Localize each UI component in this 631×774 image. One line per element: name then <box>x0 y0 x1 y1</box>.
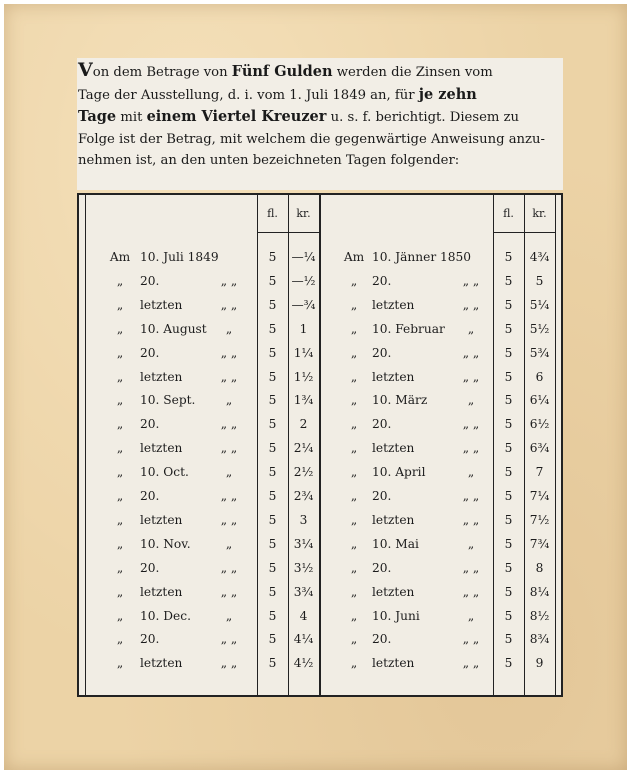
row-kreuzer: 2¼ <box>293 441 314 456</box>
row-prefix: „ <box>116 512 124 527</box>
row-prefix: „ <box>116 632 124 647</box>
row-kreuzer: 9 <box>535 656 544 671</box>
table-row <box>79 558 561 578</box>
row-date: letzten <box>372 512 415 527</box>
row-gulden: 5 <box>504 560 513 575</box>
row-date: 20. <box>372 345 392 360</box>
row-ditto-marks: „ „ <box>220 560 238 575</box>
table-row <box>79 295 561 315</box>
header-rule-left <box>257 232 319 233</box>
row-prefix: „ <box>350 512 358 527</box>
row-date: 10. März <box>372 393 428 408</box>
row-gulden: 5 <box>504 656 513 671</box>
row-kreuzer: 5¾ <box>529 345 550 360</box>
row-kreuzer: 4¾ <box>529 250 550 264</box>
row-gulden: 5 <box>504 417 513 432</box>
table-row <box>79 582 561 602</box>
row-date: 10. Oct. <box>140 465 189 480</box>
row-gulden: 5 <box>268 584 277 599</box>
row-ditto-marks: „ <box>467 536 475 551</box>
row-date: letzten <box>140 297 183 312</box>
row-date: 20. <box>372 489 392 503</box>
row-date: letzten <box>372 584 415 599</box>
row-kreuzer: 7¾ <box>529 536 550 551</box>
intro-line-1: Von dem Betrage von Fünf Gulden werden die Zinsen vom <box>78 59 493 81</box>
row-gulden: 5 <box>268 512 277 527</box>
row-prefix: „ <box>116 369 124 384</box>
row-date: letzten <box>372 441 415 456</box>
row-gulden: 5 <box>268 297 277 312</box>
intro-line-4: Folge ist der Betrag, mit welchem die gegenwärtige Anweisung anzu- <box>78 131 545 147</box>
row-kreuzer: 1¾ <box>293 393 314 408</box>
row-kreuzer: 1 <box>299 321 308 336</box>
row-date: letzten <box>140 441 183 456</box>
row-gulden: 5 <box>268 656 277 671</box>
row-kreuzer: 6¼ <box>529 393 550 408</box>
header-rule-right <box>493 232 555 233</box>
row-ditto-marks: „ <box>225 393 233 408</box>
row-prefix: „ <box>350 441 358 456</box>
row-gulden: 5 <box>504 512 513 527</box>
row-gulden: 5 <box>268 393 277 408</box>
row-ditto-marks: „ <box>467 393 475 408</box>
row-date: letzten <box>140 656 183 671</box>
row-prefix: „ <box>350 345 358 360</box>
row-kreuzer: 3 <box>299 512 308 527</box>
row-kreuzer: 2½ <box>293 465 314 480</box>
row-date: 20. <box>140 417 160 432</box>
row-prefix: „ <box>116 297 124 312</box>
row-ditto-marks: „ „ <box>220 369 238 384</box>
row-kreuzer: —½ <box>291 273 316 288</box>
row-date: 10. Dec. <box>140 608 191 623</box>
row-prefix: „ <box>350 465 358 480</box>
row-date: 20. <box>372 632 392 647</box>
row-kreuzer: —¼ <box>291 250 316 264</box>
table-row <box>79 319 561 339</box>
row-gulden: 5 <box>268 560 277 575</box>
row-ditto-marks: „ „ <box>462 560 480 575</box>
row-date: 10. Juli 1849 <box>140 250 219 264</box>
row-date: 10. August <box>140 321 207 336</box>
row-date: 10. Jänner 1850 <box>372 250 472 264</box>
row-kreuzer: 8¾ <box>529 632 550 647</box>
row-ditto-marks: „ „ <box>462 369 480 384</box>
intro-line-2: Tage der Ausstellung, d. i. vom 1. Juli 1849 an, für je zehn <box>78 85 477 103</box>
row-kreuzer: 8 <box>535 560 544 575</box>
row-gulden: 5 <box>504 345 513 360</box>
row-kreuzer: 4 <box>299 608 308 623</box>
row-date: 10. Sept. <box>140 393 196 408</box>
row-prefix: Am <box>109 250 131 264</box>
row-gulden: 5 <box>504 536 513 551</box>
row-prefix: „ <box>116 584 124 599</box>
row-ditto-marks: „ „ <box>220 489 238 503</box>
row-kreuzer: 5¼ <box>529 297 550 312</box>
row-prefix: „ <box>350 273 358 288</box>
row-ditto-marks: „ „ <box>462 345 480 360</box>
row-prefix: „ <box>350 632 358 647</box>
row-prefix: „ <box>116 656 124 671</box>
row-prefix: „ <box>350 560 358 575</box>
table-row <box>79 343 561 363</box>
row-gulden: 5 <box>504 369 513 384</box>
row-prefix: „ <box>350 417 358 432</box>
row-gulden: 5 <box>268 345 277 360</box>
row-prefix: Am <box>343 250 365 264</box>
table-row <box>79 367 561 387</box>
row-kreuzer: 8¼ <box>529 584 550 599</box>
row-gulden: 5 <box>268 250 277 264</box>
row-date: 20. <box>140 560 160 575</box>
row-kreuzer: 6¾ <box>529 441 550 456</box>
row-prefix: „ <box>116 489 124 503</box>
row-ditto-marks: „ „ <box>462 584 480 599</box>
row-date: letzten <box>140 369 183 384</box>
row-prefix: „ <box>116 417 124 432</box>
table-row <box>79 462 561 482</box>
row-date: letzten <box>372 369 415 384</box>
row-prefix: „ <box>350 536 358 551</box>
row-ditto-marks: „ „ <box>462 273 480 288</box>
table-row <box>79 438 561 458</box>
row-prefix: „ <box>350 489 358 503</box>
row-gulden: 5 <box>504 441 513 456</box>
row-ditto-marks: „ <box>225 536 233 551</box>
row-ditto-marks: „ „ <box>220 345 238 360</box>
row-ditto-marks: „ <box>225 321 233 336</box>
row-ditto-marks: „ „ <box>462 489 480 503</box>
row-kreuzer: 7½ <box>529 512 550 527</box>
table-row <box>79 390 561 410</box>
row-ditto-marks: „ <box>225 465 233 480</box>
row-ditto-marks: „ <box>467 608 475 623</box>
row-kreuzer: 5½ <box>529 321 550 336</box>
row-date: 10. Februar <box>372 321 445 336</box>
row-date: 20. <box>372 273 392 288</box>
row-ditto-marks: „ „ <box>462 417 480 432</box>
row-gulden: 5 <box>268 321 277 336</box>
row-date: 10. April <box>372 465 426 480</box>
row-prefix: „ <box>350 297 358 312</box>
row-date: 10. Nov. <box>140 536 191 551</box>
row-ditto-marks: „ „ <box>220 584 238 599</box>
row-gulden: 5 <box>504 584 513 599</box>
table-row <box>79 414 561 434</box>
row-gulden: 5 <box>504 297 513 312</box>
row-kreuzer: 3½ <box>293 560 314 575</box>
row-ditto-marks: „ <box>467 465 475 480</box>
table-row <box>79 510 561 530</box>
row-kreuzer: 1¼ <box>293 345 314 360</box>
row-gulden: 5 <box>268 536 277 551</box>
table-row <box>79 534 561 554</box>
row-ditto-marks: „ „ <box>220 417 238 432</box>
row-date: 10. Juni <box>372 608 420 623</box>
row-prefix: „ <box>116 536 124 551</box>
row-prefix: „ <box>116 608 124 623</box>
row-ditto-marks: „ „ <box>462 441 480 456</box>
table-row <box>79 653 561 673</box>
table-row <box>79 247 561 267</box>
row-ditto-marks: „ „ <box>462 656 480 671</box>
row-date: letzten <box>372 656 415 671</box>
row-gulden: 5 <box>504 489 513 503</box>
row-ditto-marks: „ „ <box>220 297 238 312</box>
row-gulden: 5 <box>268 608 277 623</box>
row-kreuzer: —¾ <box>291 297 316 312</box>
row-date: letzten <box>140 584 183 599</box>
row-prefix: „ <box>350 656 358 671</box>
row-ditto-marks: „ <box>467 321 475 336</box>
row-kreuzer: 6½ <box>529 417 550 432</box>
row-prefix: „ <box>116 560 124 575</box>
row-ditto-marks: „ „ <box>462 632 480 647</box>
intro-line-3: Tage mit einem Viertel Kreuzer u. s. f. berichtigt. Diesem zu <box>78 108 520 125</box>
row-gulden: 5 <box>504 321 513 336</box>
row-kreuzer: 8½ <box>529 608 550 623</box>
row-date: 20. <box>140 632 160 647</box>
row-kreuzer: 2¾ <box>293 489 314 503</box>
table-row <box>79 606 561 626</box>
row-gulden: 5 <box>268 489 277 503</box>
row-date: letzten <box>140 512 183 527</box>
row-prefix: „ <box>116 465 124 480</box>
row-kreuzer: 7¼ <box>529 489 550 503</box>
row-kreuzer: 1½ <box>293 369 314 384</box>
row-gulden: 5 <box>268 273 277 288</box>
row-kreuzer: 3¼ <box>293 536 314 551</box>
row-prefix: „ <box>350 393 358 408</box>
row-ditto-marks: „ „ <box>220 441 238 456</box>
row-ditto-marks: „ „ <box>220 273 238 288</box>
row-gulden: 5 <box>504 273 513 288</box>
row-ditto-marks: „ <box>225 608 233 623</box>
row-kreuzer: 7 <box>535 465 544 480</box>
header-kr-right: kr. <box>532 207 547 220</box>
row-gulden: 5 <box>268 369 277 384</box>
interest-table <box>77 193 563 697</box>
row-prefix: „ <box>116 393 124 408</box>
row-kreuzer: 3¾ <box>293 584 314 599</box>
row-gulden: 5 <box>504 632 513 647</box>
row-gulden: 5 <box>504 465 513 480</box>
table-row <box>79 629 561 649</box>
row-kreuzer: 2 <box>299 417 308 432</box>
row-date: 20. <box>140 489 160 503</box>
table-row <box>79 486 561 506</box>
row-gulden: 5 <box>504 250 513 264</box>
row-kreuzer: 4¼ <box>293 632 314 647</box>
intro-line-5: nehmen ist, an den unten bezeichneten Tagen folgender: <box>78 153 460 168</box>
row-date: 10. Mai <box>372 536 419 551</box>
row-ditto-marks: „ „ <box>462 297 480 312</box>
row-prefix: „ <box>116 441 124 456</box>
row-kreuzer: 6 <box>535 369 544 384</box>
row-date: 20. <box>140 273 160 288</box>
row-date: 20. <box>372 560 392 575</box>
header-fl-right: fl. <box>503 207 514 220</box>
row-gulden: 5 <box>268 417 277 432</box>
row-date: 20. <box>372 417 392 432</box>
intro-paragraph <box>78 60 562 172</box>
header-fl-left: fl. <box>267 207 278 220</box>
header-kr-left: kr. <box>296 207 311 220</box>
row-date: 20. <box>140 345 160 360</box>
row-ditto-marks: „ „ <box>220 512 238 527</box>
row-kreuzer: 5 <box>535 273 544 288</box>
row-gulden: 5 <box>504 393 513 408</box>
row-date: letzten <box>372 297 415 312</box>
row-ditto-marks: „ „ <box>220 632 238 647</box>
row-gulden: 5 <box>268 441 277 456</box>
row-prefix: „ <box>116 273 124 288</box>
row-prefix: „ <box>350 321 358 336</box>
row-prefix: „ <box>350 608 358 623</box>
row-prefix: „ <box>350 369 358 384</box>
table-row <box>79 271 561 291</box>
row-gulden: 5 <box>268 465 277 480</box>
row-prefix: „ <box>116 321 124 336</box>
row-prefix: „ <box>350 584 358 599</box>
row-ditto-marks: „ „ <box>220 656 238 671</box>
row-gulden: 5 <box>268 632 277 647</box>
row-ditto-marks: „ „ <box>462 512 480 527</box>
row-gulden: 5 <box>504 608 513 623</box>
row-prefix: „ <box>116 345 124 360</box>
row-kreuzer: 4½ <box>293 656 314 671</box>
